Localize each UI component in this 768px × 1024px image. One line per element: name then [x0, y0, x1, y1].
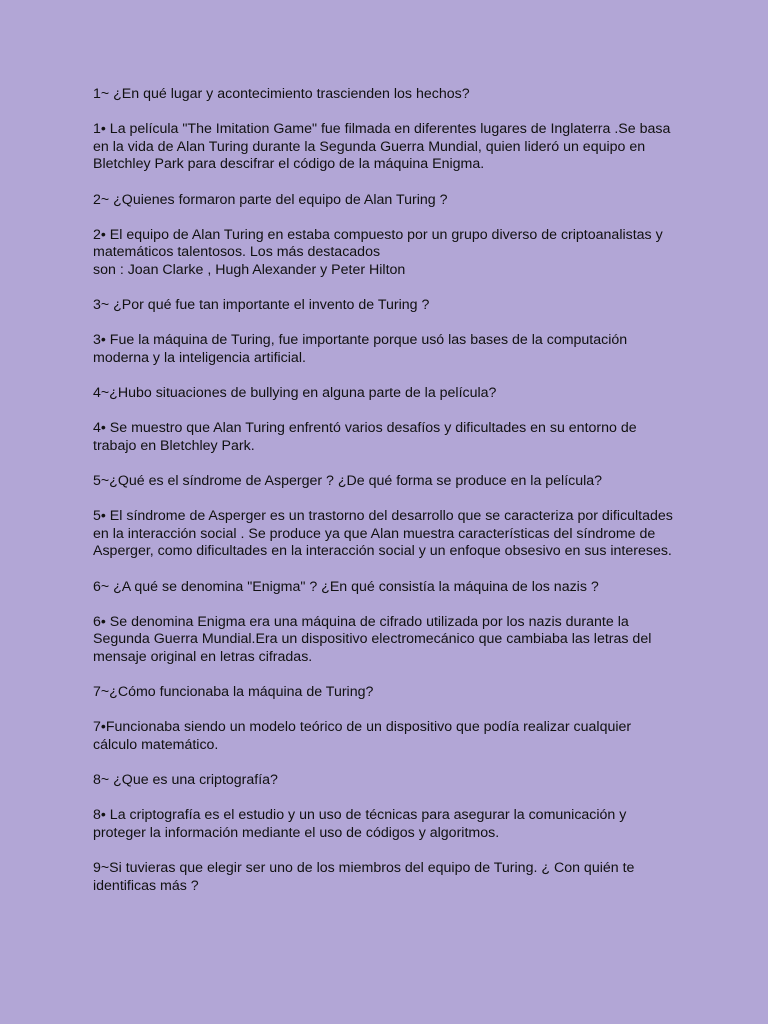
answer-4: 4• Se muestro que Alan Turing enfrentó varios desafíos y dificultades en su entorno de trabajo en Bletchley Park.: [93, 420, 637, 454]
question-6: 6~ ¿A qué se denomina "Enigma" ? ¿En qué consistía la máquina de los nazis ?: [93, 578, 599, 595]
answer-2: 2• El equipo de Alan Turing en estaba compuesto por un grupo diverso de criptoanalistas y matemáticos talentosos. Los más destacados son : Joan Clarke , Hugh Alexander y Peter Hilton: [93, 226, 663, 278]
answer-8: 8• La criptografía es el estudio y un uso de técnicas para asegurar la comunicación y proteger la información mediante el uso de códigos y algoritmos.: [93, 807, 627, 841]
question-5: 5~¿Qué es el síndrome de Asperger ? ¿De qué forma se produce en la película?: [93, 473, 603, 490]
question-9: 9~Si tuvieras que elegir ser uno de los miembros del equipo de Turing. ¿ Con quién te identificas más ?: [93, 860, 635, 894]
answer-1: 1• La película "The Imitation Game" fue filmada en diferentes lugares de Inglaterra .Se basa en la vida de Alan Turing durante la Segunda Guerra Mundial, quien lideró un equipo en Bletchley Park para descifrar el código de la máquina Enigma.: [93, 121, 671, 173]
question-3: 3~ ¿Por qué fue tan importante el invento de Turing ?: [93, 297, 430, 314]
answer-5: 5• El síndrome de Asperger es un trastorno del desarrollo que se caracteriza por dificultades en la interacción social . Se produce ya que Alan muestra características del síndrome de Asperger, como dificultades en la interacción social y un enfoque obsesivo en sus intereses.: [93, 508, 673, 560]
answer-7: 7•Funcionaba siendo un modelo teórico de un dispositivo que podía realizar cualquier cálculo matemático.: [93, 719, 632, 753]
document-body: [93, 86, 683, 913]
question-2: 2~ ¿Quienes formaron parte del equipo de Alan Turing ?: [93, 191, 448, 208]
question-4: 4~¿Hubo situaciones de bullying en alguna parte de la película?: [93, 385, 497, 402]
question-1: 1~ ¿En qué lugar y acontecimiento trascienden los hechos?: [93, 86, 470, 102]
answer-6: 6• Se denomina Enigma era una máquina de cifrado utilizada por los nazis durante la Segunda Guerra Mundial.Era un dispositivo electromecánico que cambiaba las letras del mensaje original en letras cifradas.: [93, 613, 652, 665]
question-8: 8~ ¿Que es una criptografía?: [93, 772, 278, 789]
answer-3: 3• Fue la máquina de Turing, fue importante porque usó las bases de la computación moderna y la inteligencia artificial.: [93, 332, 628, 366]
question-7: 7~¿Cómo funcionaba la máquina de Turing?: [93, 684, 374, 701]
